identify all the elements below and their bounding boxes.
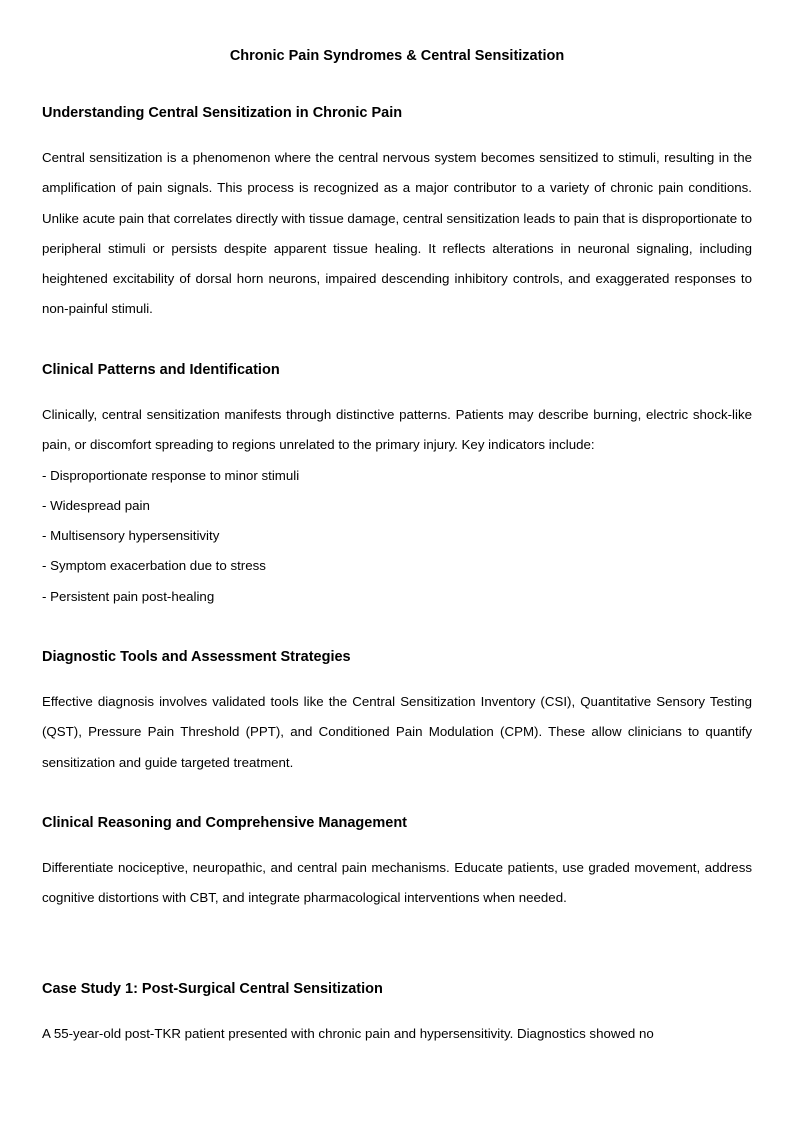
- section-heading: Case Study 1: Post-Surgical Central Sensitization: [42, 981, 383, 997]
- section-paragraph: Effective diagnosis involves validated tools like the Central Sensitization Inventory (CSI), Quantitative Sensory Testing (QST), Pressure Pain Threshold (PPT), and Conditioned Pain Modulation (CPM). These allow clinicians to quantify sensitization and guide targeted treatment.: [42, 694, 752, 770]
- section-understanding-central-sensitization: [42, 103, 752, 325]
- list-item: - Persistent pain post-healing: [42, 588, 215, 604]
- list-item: - Symptom exacerbation due to stress: [42, 558, 266, 574]
- section-paragraph: A 55-year-old post-TKR patient presented with chronic pain and hypersensitivity. Diagnostics showed no: [42, 1026, 654, 1041]
- section-paragraph: Central sensitization is a phenomenon where the central nervous system becomes sensitized to stimuli, resulting in the amplification of pain signals. This process is recognized as a major contributor to a variety of chronic pain conditions. Unlike acute pain that correlates directly with tissue damage, central sensitization leads to pain that is disproportionate to peripheral stimuli or persists despite apparent tissue healing. It reflects alterations in neuronal signaling, including heightened excitability of dorsal horn neurons, impaired descending inhibitory controls, and exaggerated responses to non-painful stimuli.: [42, 150, 752, 317]
- section-diagnostic-tools: [42, 647, 752, 778]
- section-heading: Understanding Central Sensitization in Chronic Pain: [42, 105, 403, 121]
- section-heading: Diagnostic Tools and Assessment Strategies: [42, 649, 351, 665]
- key-indicators-list: [42, 461, 752, 612]
- section-heading: Clinical Patterns and Identification: [42, 362, 280, 378]
- list-item: - Disproportionate response to minor stimuli: [42, 467, 300, 483]
- section-heading: Clinical Reasoning and Comprehensive Management: [42, 815, 407, 831]
- section-paragraph: Differentiate nociceptive, neuropathic, and central pain mechanisms. Educate patients, use graded movement, address cognitive distortions with CBT, and integrate pharmacological interventions when needed.: [42, 860, 752, 906]
- section-paragraph: Clinically, central sensitization manifests through distinctive patterns. Patients may describe burning, electric shock-like pain, or discomfort spreading to regions unrelated to the primary injury. Key indicators include:: [42, 407, 752, 453]
- section-clinical-patterns: [42, 360, 752, 612]
- section-clinical-reasoning: [42, 813, 752, 914]
- document-title: Chronic Pain Syndromes & Central Sensitization: [229, 48, 565, 64]
- list-item: - Widespread pain: [42, 497, 150, 513]
- section-case-study-1: [42, 979, 752, 1049]
- list-item: - Multisensory hypersensitivity: [42, 528, 220, 544]
